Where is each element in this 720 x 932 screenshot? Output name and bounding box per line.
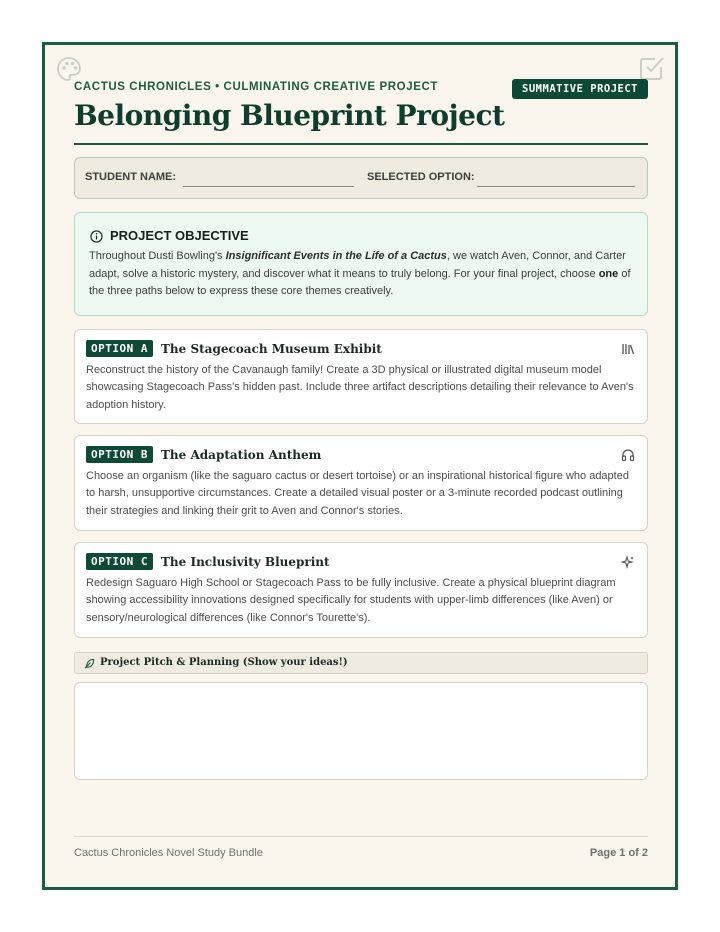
selected-option-field[interactable] bbox=[477, 186, 635, 187]
emphasis-one: one bbox=[598, 267, 619, 280]
page-header bbox=[74, 79, 648, 145]
pitch-writing-area[interactable] bbox=[74, 682, 648, 780]
objective-heading: PROJECT OBJECTIVE bbox=[110, 228, 249, 243]
library-icon bbox=[621, 342, 635, 356]
checkbox-icon bbox=[639, 55, 665, 81]
pitch-label: Project Pitch & Planning (Show your ideas!) bbox=[100, 657, 348, 668]
summative-badge: SUMMATIVE PROJECT bbox=[512, 79, 648, 99]
option-card-b bbox=[74, 435, 648, 531]
headphones-icon bbox=[621, 448, 635, 462]
feather-icon bbox=[84, 658, 95, 669]
page-title: Belonging Blueprint Project bbox=[74, 99, 505, 132]
worksheet-page bbox=[42, 42, 678, 890]
student-info-box bbox=[74, 157, 648, 199]
option-tag: OPTION A bbox=[86, 340, 153, 357]
sparkles-icon bbox=[621, 555, 635, 569]
option-tag: OPTION B bbox=[86, 446, 153, 463]
student-name-field[interactable] bbox=[183, 186, 354, 187]
pitch-header bbox=[74, 652, 648, 674]
objective-text: Throughout Dusti Bowling's Insignificant Events in the Life of a Cactus, we watch Aven, Connor, and Carter adapt, solve a historic mystery, and discover what it means to truly belong. For your final project, choose one of the three paths below to express these core themes creatively. bbox=[89, 250, 631, 297]
objective-box bbox=[74, 212, 648, 316]
kicker-text: CACTUS CHRONICLES • CULMINATING CREATIVE PROJECT bbox=[74, 81, 438, 93]
student-name-label: STUDENT NAME: bbox=[85, 171, 177, 183]
option-title: The Inclusivity Blueprint bbox=[161, 555, 330, 569]
page-number: Page 1 of 2 bbox=[589, 847, 648, 859]
option-card-a bbox=[74, 329, 648, 424]
option-description: Redesign Saguaro High School or Stagecoach Pass to be fully inclusive. Create a physical blueprint diagram showing accessibility innovations designed specifically for students with upper-limb differences (like Aven) or sensory/neurological differences (like Connor's Tourette's). bbox=[86, 577, 616, 624]
info-icon bbox=[90, 230, 103, 243]
footer-bundle-name: Cactus Chronicles Novel Study Bundle bbox=[74, 847, 263, 859]
option-card-c bbox=[74, 542, 648, 638]
selected-option-label: SELECTED OPTION: bbox=[367, 171, 475, 183]
option-title: The Adaptation Anthem bbox=[161, 448, 322, 462]
option-tag: OPTION C bbox=[86, 553, 153, 570]
option-description: Reconstruct the history of the Cavanaugh family! Create a 3D physical or illustrated digital museum model showcasing Stagecoach Pass's hidden past. Include three artifact descriptions detailing their relevance to Aven's adoption history. bbox=[86, 364, 634, 411]
option-title: The Stagecoach Museum Exhibit bbox=[161, 342, 382, 356]
page-footer bbox=[74, 836, 648, 862]
book-title: Insignificant Events in the Life of a Cactus bbox=[225, 250, 447, 262]
option-description: Choose an organism (like the saguaro cactus or desert tortoise) or an inspirational historical figure who adapted to harsh, unsupportive circumstances. Create a detailed visual poster or a 3-minute recorded podcast outlining their strategies and linking their grit to Aven and Connor's stories. bbox=[86, 470, 629, 517]
